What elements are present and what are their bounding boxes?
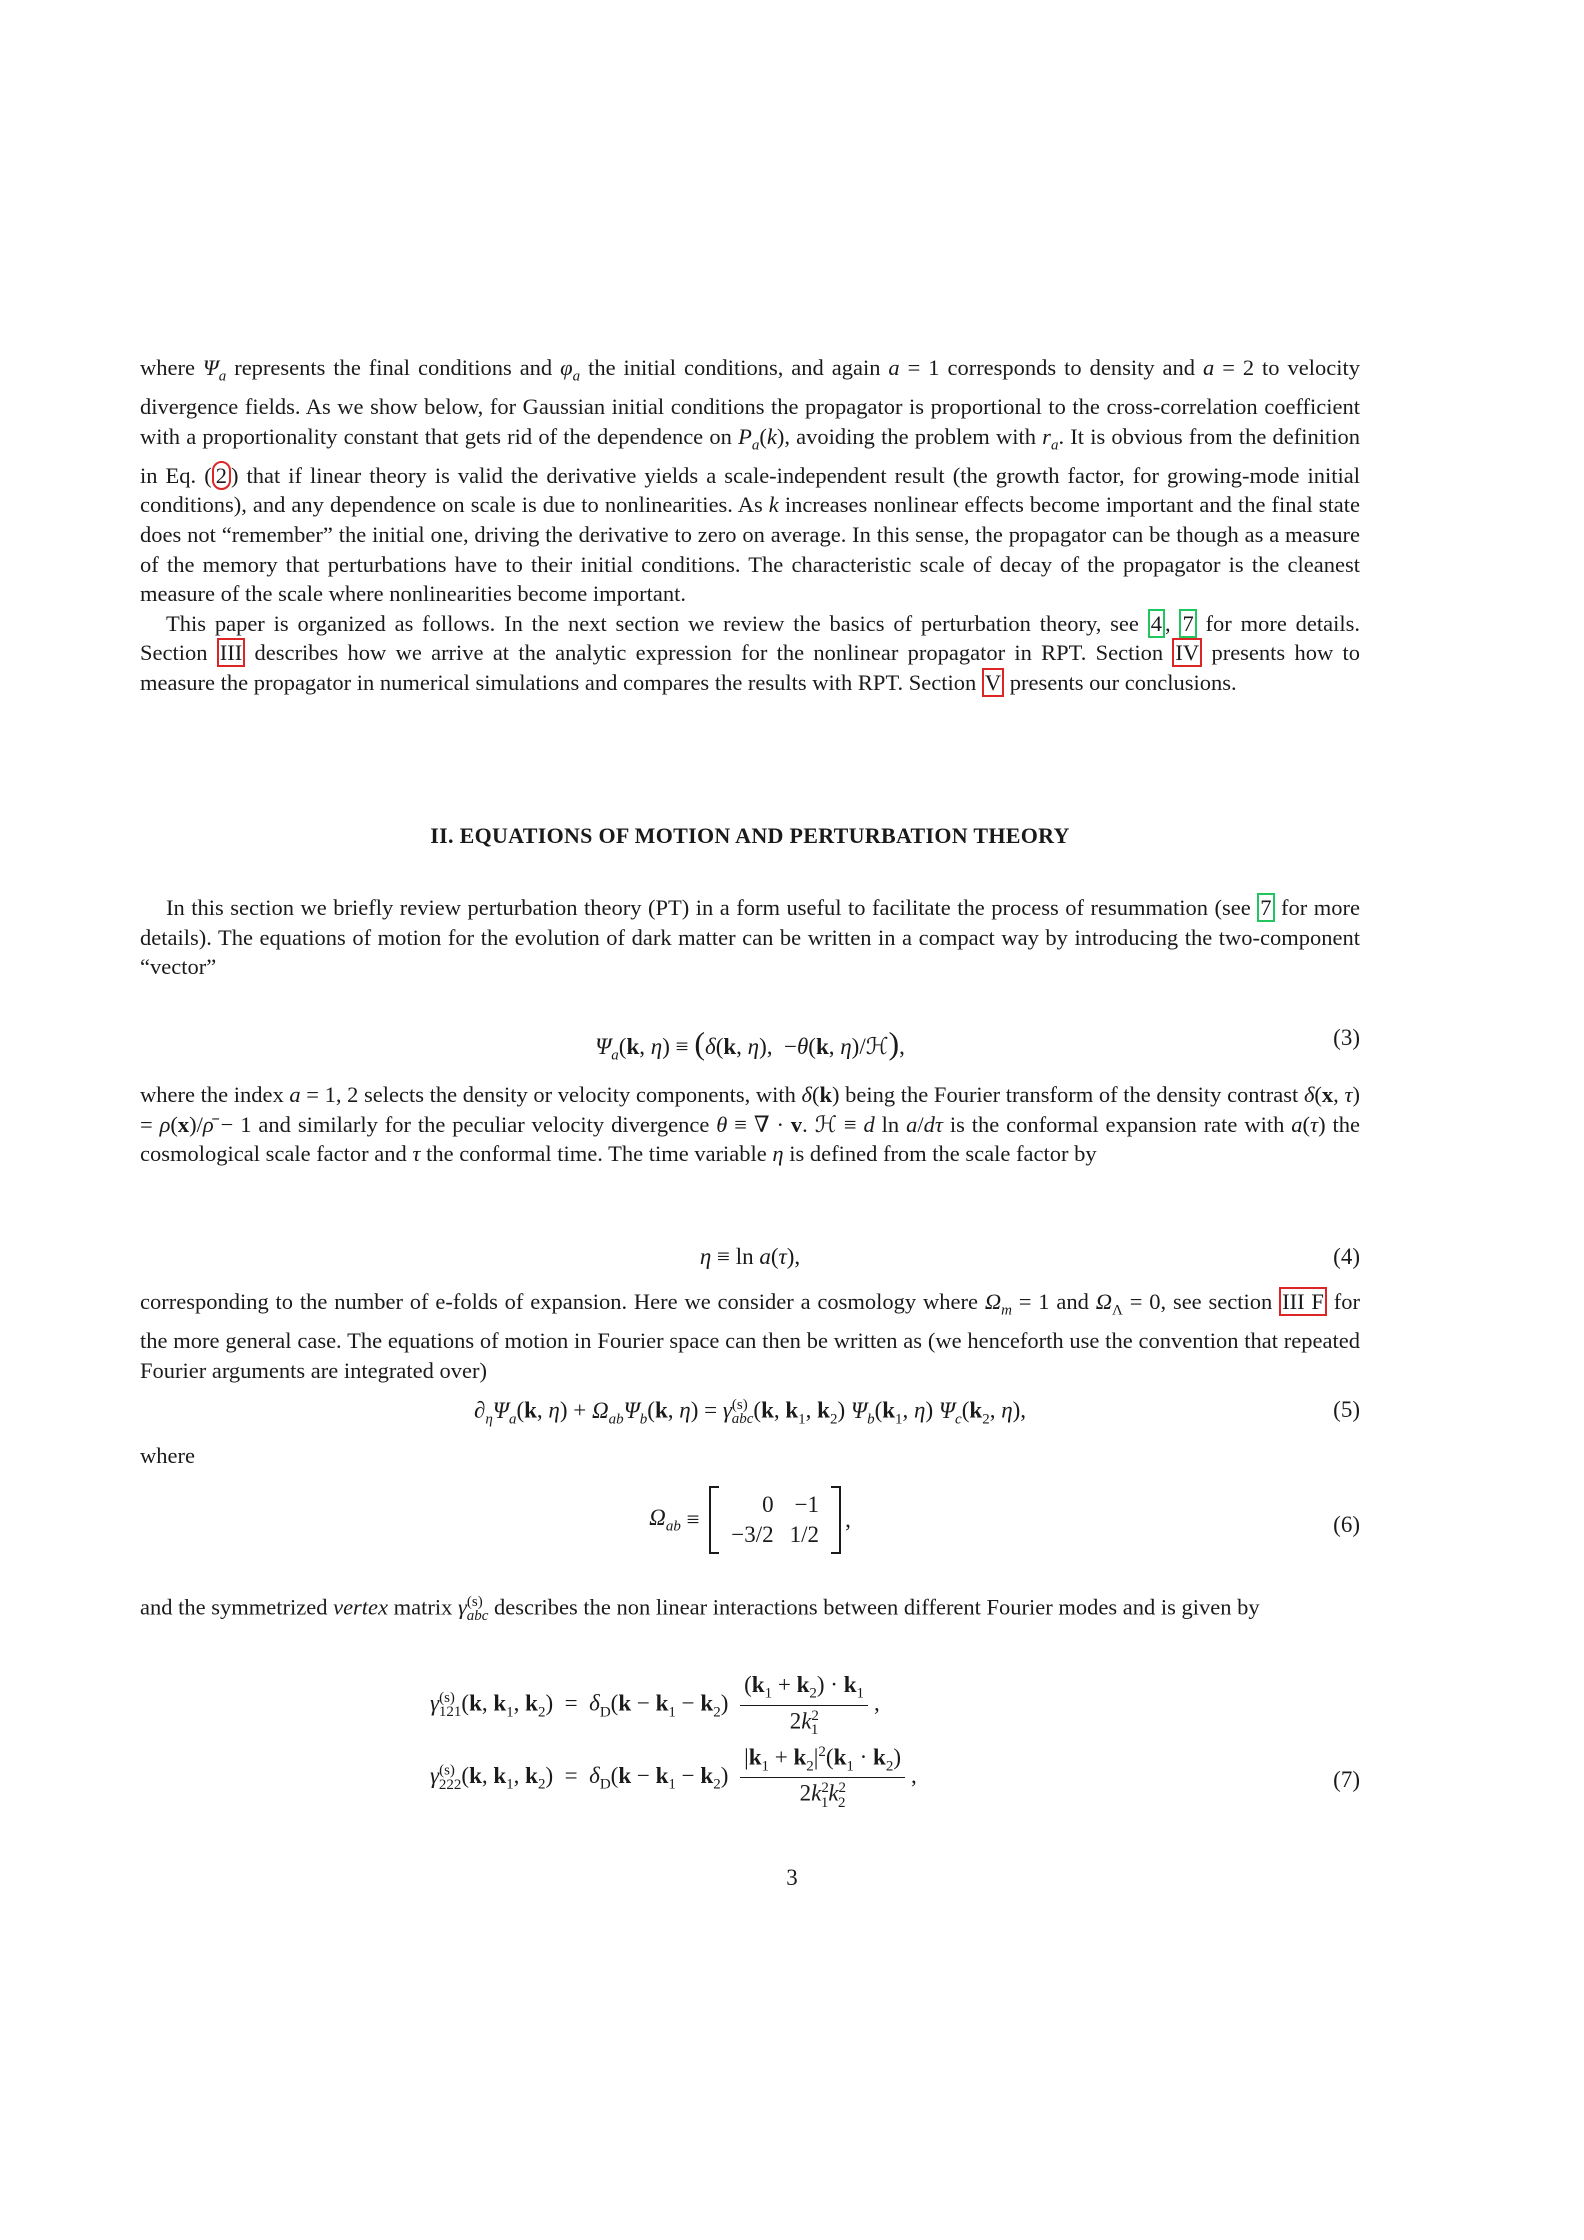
citation-link[interactable]: 7	[1257, 893, 1274, 922]
citation-link[interactable]: 4	[1148, 609, 1165, 638]
section-ref-link[interactable]: III	[217, 638, 245, 667]
equation-5: $\partial_\eta\Psi_a(k$, $\eta) + \Omega_{ab}\Psi_b(k$, $\eta) = \gamma^{(s)}_{abc}(k$, $k_1$, $k_2$) $\Psi_b(k_1$, η) $\Psi_c(k_2$, η), (5)	[473, 1397, 1360, 1428]
matrix-cell: −3/2	[731, 1522, 774, 1547]
page-number: 3	[786, 1865, 798, 1890]
equation-6: $\Omega_{ab}$ ≡ 0 −1 −3/2 1/2 , (6)	[140, 1490, 1360, 1564]
equation-number: (3)	[1333, 1025, 1360, 1050]
section-ref-link[interactable]: IV	[1172, 638, 1202, 667]
paragraph-cosmology: corresponding to the number of e-folds of expansion. Here we consider a cosmology where $\Omega_m = 1$ and $\Omega_\Lambda = 0$, see section III F for the more general case. The equations of motion in Fourier space can then be written as (we henceforth use the convention that repeated Fourier arguments are integrated over)	[140, 1289, 1360, 1383]
equation-3: $\Psi_a(k$, η) ≡ (δ(k, η), −θ(k, η)/ℋ), (3)	[595, 1025, 1360, 1064]
matrix-cell: 1/2	[789, 1522, 820, 1547]
equation-number: (7)	[1333, 1767, 1360, 1792]
equation-7-line-1: $\gamma^{(s)}_{121}(k$, $k_1$, $k_2) = \delta_D(k - k_1 - k_2)$ $\frac{(k_1 + k_2) \cdot k_1}{2k^2_1}$ ,	[430, 1672, 880, 1738]
equation-7	[140, 1672, 1360, 1812]
equation-4: η ≡ ln a(τ), (4)	[699, 1244, 1360, 1269]
paragraph-section-intro: In this section we briefly review perturbation theory (PT) in a form useful to facilitate the process of resummation (see 7 for more details). The equations of motion for the evolution of dark matter can be written in a compact way by introducing the two-component “vector”	[140, 895, 1360, 980]
section-heading: II. EQUATIONS OF MOTION AND PERTURBATION THEORY	[430, 823, 1070, 848]
paragraph-definitions: where the index a = 1, 2 selects the density or velocity components, with δ(k) being the Fourier transform of the density contrast δ(x, τ) = ρ(x)/ρ̄ − 1 and similarly for the peculiar velocity divergence θ ≡ ∇ · v. ℋ ≡ d ln a/dτ is the conformal expansion rate with a(τ) the cosmological scale factor and τ the conformal time. The time variable η is defined from the scale factor by	[140, 1082, 1360, 1167]
equation-number: (4)	[1333, 1244, 1360, 1269]
paragraph-vertex: and the symmetrized vertex matrix $\gamma^{(s)}_{abc}$ describes the non linear interactions between different Fourier modes and is given by	[140, 1594, 1260, 1624]
matrix-cell: 0	[762, 1492, 774, 1517]
equation-7-line-2: $\gamma^{(s)}_{222}(k$, $k_1$, $k_2) = \delta_D(k - k_1 - k_2)$ $\frac{|k_1 + k_2|^2(k_1 \cdot k_2)}{2k^2_1k^2_2}$ ,	[430, 1744, 917, 1811]
paragraph-intro: where $\Psi_a$ represents the final conditions and $\varphi_a$ the initial conditions, and again a = 1 corresponds to density and a = 2 to velocity divergence fields. As we show below, for Gaussian initial conditions the propagator is proportional to the cross-correlation coefficient with a proportionality constant that gets rid of the dependence on $P_a(k)$, avoiding the problem with $r_a$. It is obvious from the definition in Eq. ( 2 ) that if linear theory is valid the derivative yields a scale-independent result (the growth factor, for growing-mode initial conditions), and any dependence on scale is due to nonlinearities. As k increases nonlinear effects become important and the final state does not “remember” the initial one, driving the derivative to zero on average. In this sense, the propagator can be though as a measure of the memory that perturbations have to their initial conditions. The characteristic scale of decay of the propagator is the cleanest measure of the scale where nonlinearities become important. This paper is organized as follows. In the next section we review the basics of perturbation theory, see 4 , 7 for more details. Section III describes how we arrive at the analytic expression for the nonlinear propagator in RPT. Section IV presents how to measure the propagator in numerical simulations and compares the results with RPT. Section V presents our conclusions.	[140, 355, 1361, 695]
section-ref-link[interactable]: III F	[1279, 1287, 1327, 1316]
equation-number: (6)	[1333, 1512, 1360, 1537]
omega-matrix	[709, 1490, 841, 1550]
citation-link[interactable]: 7	[1179, 609, 1196, 638]
equation-number: (5)	[1333, 1397, 1360, 1422]
matrix-cell: −1	[794, 1492, 820, 1517]
section-ref-link[interactable]: V	[982, 668, 1004, 697]
equation-ref-link[interactable]: 2	[212, 461, 231, 490]
paragraph-where: where	[140, 1443, 195, 1468]
